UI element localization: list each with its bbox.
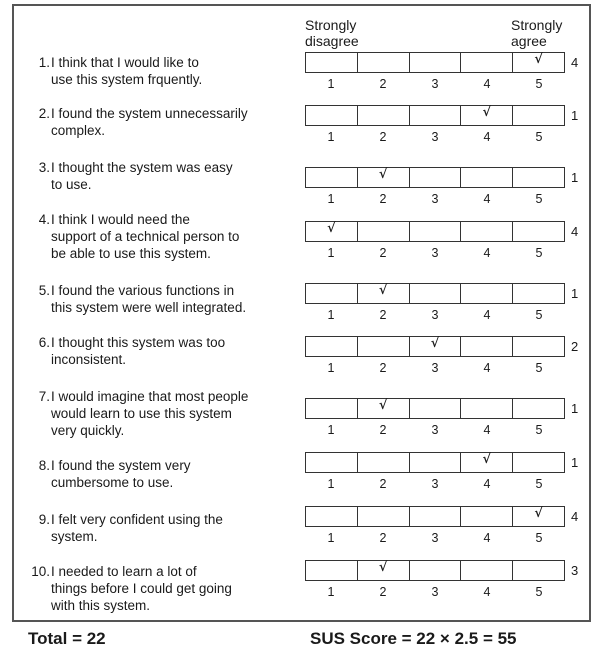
question-line: be able to use this system. [51, 246, 211, 261]
rating-option-5[interactable] [513, 561, 564, 580]
rating-option-2[interactable] [358, 222, 410, 241]
rating-option-4[interactable] [461, 453, 513, 472]
rating-option-1[interactable] [306, 222, 358, 241]
scale-label: 4 [483, 477, 491, 491]
rating-option-3[interactable] [410, 53, 462, 72]
scale-label: 5 [535, 77, 543, 91]
scale-label: 1 [327, 477, 335, 491]
question-line: things before I could get going [51, 581, 232, 596]
scale-label: 4 [483, 130, 491, 144]
question-statement [51, 511, 291, 545]
scale-label: 5 [535, 308, 543, 322]
check-icon: √ [534, 506, 543, 521]
scale-label: 2 [379, 308, 387, 322]
rating-scale [305, 336, 565, 357]
rating-option-3[interactable] [410, 561, 462, 580]
scale-label: 2 [379, 192, 387, 206]
rating-scale [305, 398, 565, 419]
check-icon: √ [430, 336, 440, 351]
scale-label: 2 [379, 130, 387, 144]
scale-labels [305, 423, 565, 437]
rating-option-3[interactable] [410, 222, 462, 241]
rating-option-4[interactable] [461, 507, 513, 526]
scale-label: 4 [483, 531, 491, 545]
question-line: cumbersome to use. [51, 475, 174, 490]
scale-label: 3 [431, 423, 439, 437]
check-icon: √ [378, 167, 388, 182]
rating-option-1[interactable] [306, 168, 358, 187]
scale-label: 2 [379, 77, 387, 91]
item-score: 1 [571, 170, 579, 185]
scale-label: 3 [431, 531, 439, 545]
scale-label: 5 [535, 423, 543, 437]
rating-option-2[interactable] [358, 284, 410, 303]
rating-option-4[interactable] [461, 222, 513, 241]
header-right-line2: agree [511, 33, 547, 49]
rating-option-5[interactable] [513, 168, 564, 187]
question-number: 8. [38, 458, 50, 473]
scale-label: 2 [379, 531, 387, 545]
rating-option-2[interactable] [358, 399, 410, 418]
question-line: to use. [51, 177, 92, 192]
header-left-line2: disagree [305, 33, 359, 49]
scale-labels [305, 308, 565, 322]
item-score: 1 [571, 108, 579, 123]
question-number: 4. [38, 212, 50, 227]
scale-label: 5 [535, 585, 543, 599]
question-line: support of a technical person to [51, 229, 240, 244]
scale-labels [305, 130, 565, 144]
scale-label: 1 [327, 585, 335, 599]
question-line: would learn to use this system [51, 406, 232, 421]
check-icon: √ [534, 52, 543, 67]
question-statement [51, 334, 291, 368]
question-number: 10. [31, 564, 50, 579]
total-score: Total = 22 [28, 629, 106, 648]
question-line: I would imagine that most people [51, 389, 249, 404]
question-number: 1. [38, 55, 50, 70]
rating-option-2[interactable] [358, 337, 410, 356]
scale-label: 5 [535, 246, 543, 260]
rating-option-4[interactable] [461, 106, 513, 125]
rating-option-2[interactable] [358, 561, 410, 580]
scale-label: 3 [431, 361, 439, 375]
scale-label: 4 [483, 246, 491, 260]
rating-option-2[interactable] [358, 106, 410, 125]
question-line: with this system. [51, 598, 151, 613]
scale-label: 1 [327, 130, 335, 144]
check-icon: √ [378, 560, 388, 575]
sus-score: SUS Score = 22 × 2.5 = 55 [310, 629, 517, 648]
scale-label: 4 [483, 361, 491, 375]
question-number: 5. [38, 283, 50, 298]
scale-label: 4 [483, 423, 491, 437]
scale-label: 5 [535, 477, 543, 491]
rating-option-2[interactable] [358, 53, 410, 72]
scale-label: 1 [327, 246, 335, 260]
rating-option-4[interactable] [461, 337, 513, 356]
rating-scale [305, 167, 565, 188]
rating-option-1[interactable] [306, 106, 358, 125]
scale-label: 2 [379, 477, 387, 491]
question-line: use this system frquently. [51, 72, 203, 87]
rating-option-1[interactable] [306, 53, 358, 72]
scale-label: 3 [431, 246, 439, 260]
question-line: I found the system unnecessarily [51, 106, 248, 121]
strongly-disagree-label [305, 17, 359, 49]
rating-option-3[interactable] [410, 284, 462, 303]
question-statement [51, 105, 291, 139]
scale-label: 1 [327, 308, 335, 322]
question-statement [51, 54, 291, 88]
check-icon: √ [482, 105, 492, 120]
scale-labels [305, 585, 565, 599]
rating-option-3[interactable] [410, 337, 462, 356]
question-line: I found the various functions in [51, 283, 235, 298]
rating-option-3[interactable] [410, 106, 462, 125]
scale-label: 1 [327, 192, 335, 206]
item-score: 2 [571, 339, 579, 354]
scale-label: 1 [327, 361, 335, 375]
scale-label: 2 [379, 423, 387, 437]
check-icon: √ [378, 283, 388, 298]
rating-option-2[interactable] [358, 453, 410, 472]
question-line: I think I would need the [51, 212, 190, 227]
scale-label: 4 [483, 192, 491, 206]
question-line: system. [51, 529, 98, 544]
rating-option-1[interactable] [306, 507, 358, 526]
question-line: I think that I would like to [51, 55, 199, 70]
header-right-line1: Strongly [511, 17, 563, 33]
rating-option-4[interactable] [461, 168, 513, 187]
rating-scale [305, 506, 565, 527]
item-score: 1 [571, 401, 579, 416]
question-line: I thought the system was easy [51, 160, 233, 175]
scale-labels [305, 77, 565, 91]
rating-option-5[interactable] [513, 399, 564, 418]
rating-option-2[interactable] [358, 168, 410, 187]
scale-label: 3 [431, 585, 439, 599]
strongly-agree-label [511, 17, 562, 49]
question-line: very quickly. [51, 423, 125, 438]
question-line: complex. [51, 123, 106, 138]
scale-label: 1 [327, 77, 335, 91]
scale-labels [305, 192, 565, 206]
rating-scale [305, 452, 565, 473]
check-icon: √ [482, 452, 492, 467]
scale-label: 4 [483, 308, 491, 322]
scale-label: 4 [483, 77, 491, 91]
question-statement [51, 388, 291, 439]
rating-option-4[interactable] [461, 53, 513, 72]
check-icon: √ [327, 221, 336, 236]
item-score: 1 [571, 455, 579, 470]
scale-label: 3 [431, 130, 439, 144]
rating-option-4[interactable] [461, 284, 513, 303]
rating-scale [305, 105, 565, 126]
scale-label: 2 [379, 246, 387, 260]
scale-label: 3 [431, 477, 439, 491]
rating-option-1[interactable] [306, 453, 358, 472]
question-statement [51, 211, 291, 262]
question-number: 9. [38, 512, 50, 527]
question-line: I needed to learn a lot of [51, 564, 197, 579]
rating-option-5[interactable] [513, 106, 564, 125]
rating-option-2[interactable] [358, 507, 410, 526]
question-number: 2. [38, 106, 50, 121]
rating-option-3[interactable] [410, 507, 462, 526]
item-score: 4 [571, 55, 579, 70]
rating-option-3[interactable] [410, 453, 462, 472]
item-score: 3 [571, 563, 579, 578]
rating-option-4[interactable] [461, 399, 513, 418]
rating-option-5[interactable] [513, 284, 564, 303]
rating-option-5[interactable] [513, 507, 564, 526]
question-line: I thought this system was too [51, 335, 226, 350]
rating-scale [305, 52, 565, 73]
rating-option-5[interactable] [513, 453, 564, 472]
question-statement [51, 159, 291, 193]
check-icon: √ [378, 398, 388, 413]
scale-label: 1 [327, 423, 335, 437]
rating-option-5[interactable] [513, 337, 564, 356]
scale-label: 5 [535, 531, 543, 545]
rating-scale [305, 560, 565, 581]
question-line: I found the system very [51, 458, 191, 473]
scale-label: 5 [535, 192, 543, 206]
rating-option-5[interactable] [513, 222, 564, 241]
scale-labels [305, 477, 565, 491]
scale-labels [305, 361, 565, 375]
rating-scale [305, 221, 565, 242]
rating-option-3[interactable] [410, 168, 462, 187]
scale-label: 2 [379, 585, 387, 599]
scale-label: 3 [431, 192, 439, 206]
question-statement [51, 282, 291, 316]
scale-label: 2 [379, 361, 387, 375]
question-statement [51, 457, 291, 491]
question-statement [51, 563, 291, 614]
scale-labels [305, 531, 565, 545]
scale-label: 5 [535, 130, 543, 144]
scale-label: 3 [431, 77, 439, 91]
scale-label: 5 [535, 361, 543, 375]
header-left-line1: Strongly [305, 17, 357, 33]
item-score: 4 [571, 509, 579, 524]
question-number: 7. [38, 389, 50, 404]
question-number: 6. [38, 335, 50, 350]
rating-option-5[interactable] [513, 53, 564, 72]
question-line: inconsistent. [51, 352, 127, 367]
rating-option-1[interactable] [306, 284, 358, 303]
question-line: I felt very confident using the [51, 512, 223, 527]
scale-label: 1 [327, 531, 335, 545]
rating-option-1[interactable] [306, 561, 358, 580]
question-line: this system were well integrated. [51, 300, 247, 315]
question-number: 3. [38, 160, 50, 175]
rating-option-1[interactable] [306, 399, 358, 418]
item-score: 4 [571, 224, 579, 239]
rating-option-4[interactable] [461, 561, 513, 580]
rating-option-1[interactable] [306, 337, 358, 356]
rating-scale [305, 283, 565, 304]
rating-option-3[interactable] [410, 399, 462, 418]
scale-labels [305, 246, 565, 260]
scale-label: 3 [431, 308, 439, 322]
scale-label: 4 [483, 585, 491, 599]
item-score: 1 [571, 286, 579, 301]
